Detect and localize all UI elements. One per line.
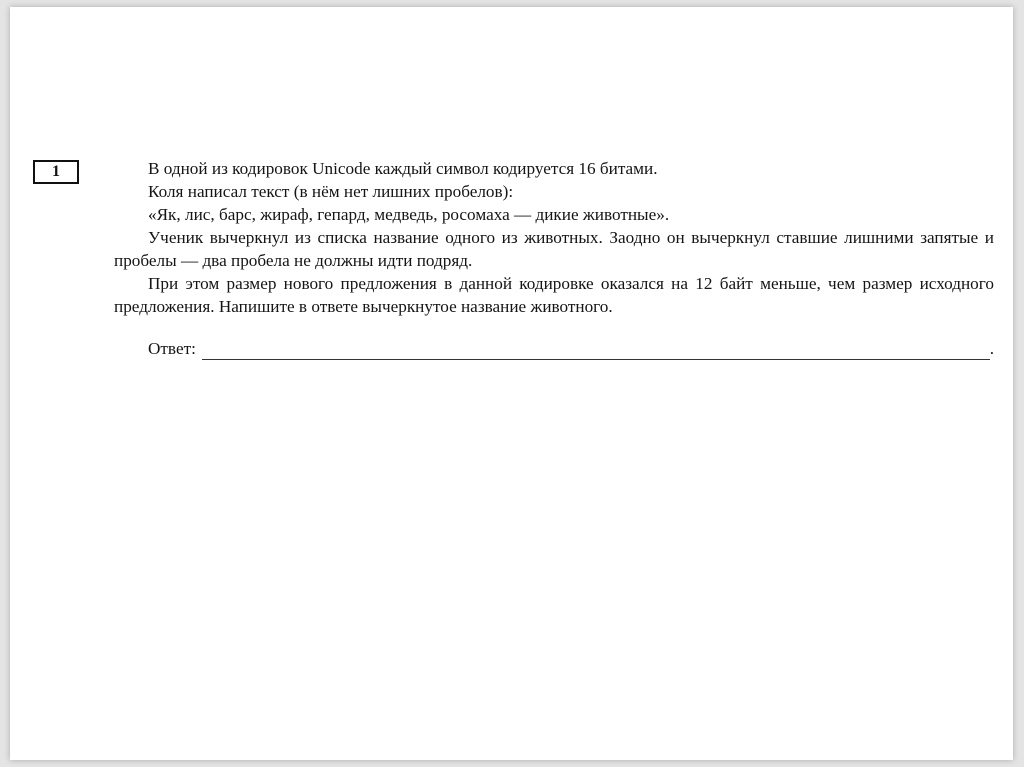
task-paragraph-2: Коля написал текст (в нём нет лишних пробелов): bbox=[148, 182, 514, 201]
task-number-box bbox=[33, 160, 79, 184]
task-number: 1 bbox=[52, 163, 60, 180]
slide-page bbox=[10, 7, 1013, 760]
task-paragraph-4: Ученик вычеркнул из списка название одного из животных. Заодно он вычеркнул ставшие лишними запятые и пробелы — два пробела не должны идти подряд. bbox=[114, 228, 994, 270]
answer-field-line[interactable] bbox=[202, 343, 990, 360]
task-text bbox=[114, 157, 994, 318]
task-paragraph-3: «Як, лис, барс, жираф, гепард, медведь, росомаха — дикие животные». bbox=[148, 205, 670, 224]
answer-label: Ответ: bbox=[148, 339, 196, 358]
answer-end-dot: . bbox=[989, 339, 994, 358]
task-paragraph-1: В одной из кодировок Unicode каждый символ кодируется 16 битами. bbox=[148, 159, 658, 178]
task-paragraph-5: При этом размер нового предложения в данной кодировке оказался на 12 байт меньше, чем размер исходного предложения. Напишите в ответе вычеркнутое название животного. bbox=[114, 274, 994, 316]
answer-row bbox=[148, 337, 994, 360]
